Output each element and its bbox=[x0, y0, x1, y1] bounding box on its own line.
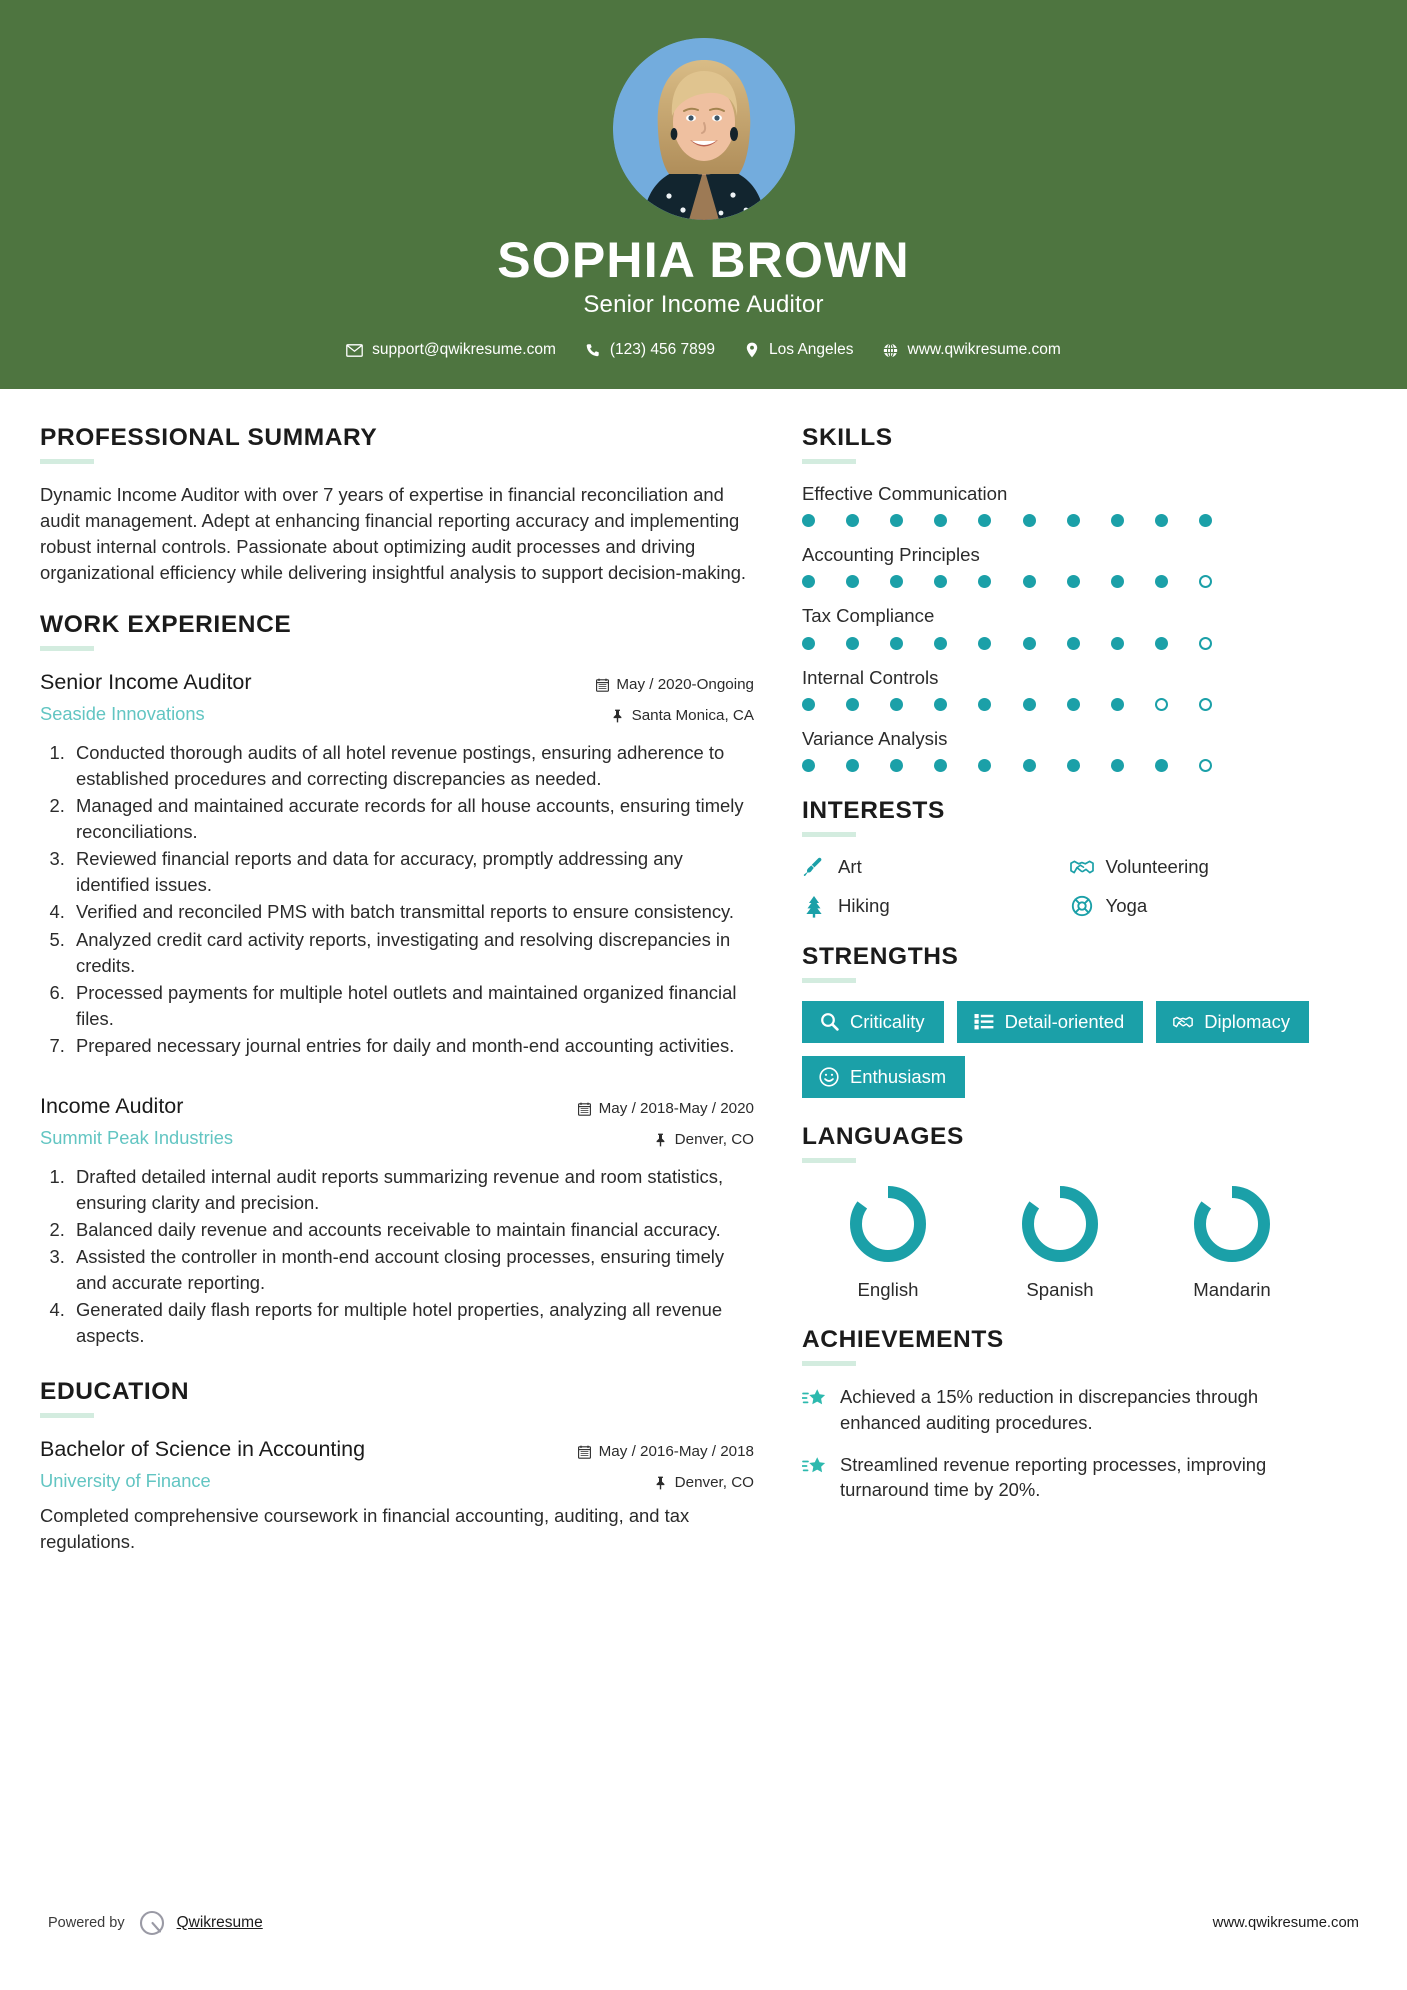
job-dates bbox=[578, 1097, 754, 1121]
smiley-icon bbox=[819, 1067, 839, 1087]
achievement-text: Streamlined revenue reporting processes, improving turnaround time by 20%. bbox=[840, 1453, 1267, 1501]
job-location bbox=[578, 1128, 754, 1152]
skill-dot-filled bbox=[890, 759, 903, 772]
spacer bbox=[40, 1065, 754, 1093]
section-rule bbox=[802, 832, 856, 837]
language-item bbox=[1146, 1181, 1318, 1301]
skill-item bbox=[802, 727, 1327, 772]
education-dates-text: May / 2016-May / 2018 bbox=[598, 1443, 754, 1461]
skill-dot-filled bbox=[1155, 514, 1168, 527]
experience-entry bbox=[40, 669, 754, 1059]
section-strengths bbox=[802, 944, 1327, 1098]
strength-chip-detail-oriented[interactable] bbox=[957, 1001, 1144, 1043]
qwikresume-logo-icon bbox=[137, 1908, 167, 1938]
strength-chip-enthusiasm[interactable] bbox=[802, 1056, 965, 1098]
skill-dot-filled bbox=[1111, 759, 1124, 772]
language-progress-ring bbox=[1017, 1181, 1103, 1267]
skill-dot-filled bbox=[846, 698, 859, 711]
skill-dot-filled bbox=[846, 514, 859, 527]
skill-dot-filled bbox=[934, 575, 947, 588]
section-interests bbox=[802, 798, 1327, 918]
section-rule bbox=[40, 646, 94, 651]
skill-item bbox=[802, 543, 1327, 588]
search-icon bbox=[819, 1012, 839, 1032]
achievements-heading: ACHIEVEMENTS bbox=[802, 1326, 1004, 1354]
skill-dot-filled bbox=[1067, 698, 1080, 711]
skill-dot-filled bbox=[1199, 514, 1212, 527]
education-degree: Bachelor of Science in Accounting bbox=[40, 1437, 366, 1462]
experience-entry bbox=[40, 1093, 754, 1349]
skill-dot-filled bbox=[802, 575, 815, 588]
job-bullet: 2. Balanced daily revenue and accounts receivable to maintain financial accuracy. bbox=[70, 1217, 754, 1243]
job-bullet: 4. Generated daily flash reports for multiple hotel properties, analyzing all revenue aspects. bbox=[70, 1297, 754, 1349]
job-bullet: 1. Conducted thorough audits of all hotel revenue postings, ensuring adherence to established procedures and correcting discrepancies as needed. bbox=[70, 740, 754, 792]
footer-powered-label: Powered by bbox=[48, 1915, 125, 1931]
section-languages bbox=[802, 1124, 1327, 1301]
skill-rating bbox=[802, 637, 1212, 650]
skill-dot-filled bbox=[1155, 637, 1168, 650]
calendar-icon bbox=[578, 1445, 592, 1460]
section-skills bbox=[802, 425, 1327, 772]
education-location bbox=[578, 1471, 754, 1495]
footer-powered-by bbox=[48, 1908, 263, 1938]
skill-dot-filled bbox=[934, 637, 947, 650]
list-icon bbox=[974, 1012, 994, 1032]
contact-website[interactable] bbox=[882, 341, 1061, 359]
skill-dot-empty bbox=[1199, 575, 1212, 588]
skill-dot-filled bbox=[1155, 575, 1168, 588]
job-bullet: 6. Processed payments for multiple hotel outlets and maintained organized financial files. bbox=[70, 980, 754, 1032]
skill-dot-empty bbox=[1155, 698, 1168, 711]
skill-dot-filled bbox=[1067, 759, 1080, 772]
strength-label: Criticality bbox=[850, 1010, 925, 1032]
skills-heading: SKILLS bbox=[802, 424, 893, 451]
skill-dot-filled bbox=[846, 759, 859, 772]
job-role: Senior Income Auditor bbox=[40, 670, 252, 695]
job-location-text: Santa Monica, CA bbox=[631, 706, 754, 724]
job-organization[interactable]: Summit Peak Industries bbox=[40, 1127, 234, 1149]
contact-website-text: www.qwikresume.com bbox=[907, 341, 1061, 358]
interest-item bbox=[802, 855, 1060, 879]
pin-icon bbox=[611, 708, 625, 723]
skill-dot-filled bbox=[890, 637, 903, 650]
language-progress-ring bbox=[845, 1181, 931, 1267]
skill-dot-empty bbox=[1199, 698, 1212, 711]
lifebuoy-icon bbox=[1070, 894, 1094, 918]
contact-email[interactable] bbox=[346, 341, 556, 359]
skill-dot-filled bbox=[1067, 637, 1080, 650]
section-rule bbox=[802, 978, 856, 983]
skill-dot-filled bbox=[890, 514, 903, 527]
skill-dot-filled bbox=[802, 514, 815, 527]
achievement-item bbox=[802, 1384, 1327, 1436]
job-bullet: 1. Drafted detailed internal audit reports summarizing revenue and room statistics, ensuring clarity and precision. bbox=[70, 1164, 754, 1216]
star-shooting-icon bbox=[802, 1454, 828, 1480]
skill-dot-filled bbox=[846, 575, 859, 588]
contact-location bbox=[743, 341, 853, 359]
contact-bar bbox=[0, 341, 1407, 359]
footer-brand-link[interactable]: Qwikresume bbox=[176, 1914, 263, 1931]
contact-email-text: support@qwikresume.com bbox=[372, 341, 556, 358]
skill-item bbox=[802, 482, 1327, 527]
skill-dot-filled bbox=[978, 575, 991, 588]
skill-rating bbox=[802, 514, 1212, 527]
job-role: Income Auditor bbox=[40, 1094, 184, 1119]
right-column bbox=[790, 425, 1327, 1529]
language-item bbox=[802, 1181, 974, 1301]
skill-dot-filled bbox=[1111, 637, 1124, 650]
skill-dot-filled bbox=[1155, 759, 1168, 772]
location-pin-icon bbox=[743, 342, 760, 359]
contact-phone-text: (123) 456 7899 bbox=[609, 341, 716, 358]
job-bullet: 5. Analyzed credit card activity reports, investigating and resolving discrepancies in credits. bbox=[70, 927, 754, 979]
envelope-icon bbox=[346, 342, 363, 359]
avatar-photo-icon bbox=[613, 38, 795, 220]
job-bullet: 2. Managed and maintained accurate records for all house accounts, ensuring timely reconciliations. bbox=[70, 793, 754, 845]
education-institution[interactable]: University of Finance bbox=[40, 1470, 211, 1492]
job-location-text: Denver, CO bbox=[674, 1130, 754, 1148]
contact-phone[interactable] bbox=[584, 341, 715, 359]
skill-dot-filled bbox=[846, 637, 859, 650]
summary-heading: PROFESSIONAL SUMMARY bbox=[40, 424, 378, 451]
education-description: Completed comprehensive coursework in financial accounting, auditing, and tax regulations. bbox=[40, 1504, 690, 1552]
skill-label: Tax Compliance bbox=[802, 605, 935, 627]
section-rule bbox=[802, 1158, 856, 1163]
education-dates bbox=[578, 1440, 754, 1464]
globe-icon bbox=[882, 342, 899, 359]
skill-label: Effective Communication bbox=[802, 482, 1008, 504]
job-dates-text: May / 2020-Ongoing bbox=[616, 676, 754, 694]
left-column bbox=[40, 425, 790, 1581]
skill-dot-filled bbox=[978, 637, 991, 650]
strength-chip-criticality[interactable] bbox=[802, 1001, 944, 1043]
skill-label: Accounting Principles bbox=[802, 544, 980, 566]
section-rule bbox=[40, 1413, 94, 1418]
skill-label: Internal Controls bbox=[802, 666, 939, 688]
job-organization[interactable]: Seaside Innovations bbox=[40, 703, 205, 725]
avatar bbox=[613, 38, 795, 220]
pin-icon bbox=[654, 1132, 668, 1147]
footer-website[interactable]: www.qwikresume.com bbox=[1212, 1915, 1359, 1931]
skill-rating bbox=[802, 575, 1212, 588]
section-rule bbox=[802, 1361, 856, 1366]
skill-dot-empty bbox=[1199, 637, 1212, 650]
strength-chip-diplomacy[interactable] bbox=[1156, 1001, 1309, 1043]
strength-label: Diplomacy bbox=[1204, 1010, 1291, 1032]
job-dates bbox=[595, 673, 754, 697]
education-entry bbox=[40, 1436, 754, 1555]
page-footer bbox=[0, 1908, 1407, 1990]
skill-dot-filled bbox=[802, 637, 815, 650]
summary-text: Dynamic Income Auditor with over 7 years of expertise in financial reconciliation and audit management. Adept at enhancing financial reporting accuracy and implementing robust internal controls. Passionate about optimizing audit processes and driving organizational efficiency while delivering insightful analysis to support decision-making. bbox=[40, 483, 747, 584]
strength-label: Enthusiasm bbox=[850, 1066, 947, 1088]
interests-heading: INTERESTS bbox=[802, 797, 945, 825]
interest-item bbox=[802, 894, 1060, 918]
star-shooting-icon bbox=[802, 1386, 828, 1412]
interest-label: Art bbox=[838, 856, 862, 878]
job-bullet: 3. Assisted the controller in month-end account closing processes, ensuring timely and accurate reporting. bbox=[70, 1244, 754, 1296]
skill-dot-filled bbox=[934, 759, 947, 772]
skill-label: Variance Analysis bbox=[802, 727, 948, 749]
phone-icon bbox=[584, 342, 601, 359]
interest-label: Volunteering bbox=[1105, 856, 1209, 878]
achievement-item bbox=[802, 1452, 1327, 1504]
job-dates-text: May / 2018-May / 2020 bbox=[598, 1100, 754, 1118]
skill-dot-filled bbox=[978, 514, 991, 527]
calendar-icon bbox=[595, 678, 609, 693]
interest-item bbox=[1070, 894, 1328, 918]
skill-dot-filled bbox=[1067, 514, 1080, 527]
skill-dot-filled bbox=[1067, 575, 1080, 588]
interest-label: Yoga bbox=[1105, 895, 1148, 917]
skill-dot-filled bbox=[1023, 637, 1036, 650]
strength-label: Detail-oriented bbox=[1004, 1010, 1125, 1032]
skill-dot-filled bbox=[978, 759, 991, 772]
header-job-title: Senior Income Auditor bbox=[583, 291, 824, 318]
section-education bbox=[40, 1379, 754, 1555]
skill-dot-filled bbox=[1023, 514, 1036, 527]
skill-dot-filled bbox=[934, 514, 947, 527]
language-label: Spanish bbox=[1026, 1279, 1094, 1301]
job-location bbox=[595, 704, 754, 728]
education-location-text: Denver, CO bbox=[674, 1473, 754, 1491]
skill-item bbox=[802, 604, 1327, 649]
section-professional-summary bbox=[40, 425, 754, 586]
skill-dot-filled bbox=[802, 698, 815, 711]
languages-heading: LANGUAGES bbox=[802, 1123, 964, 1151]
interest-item bbox=[1070, 855, 1328, 879]
skill-dot-empty bbox=[1199, 759, 1212, 772]
paintbrush-icon bbox=[802, 855, 826, 879]
job-bullet: 3. Reviewed financial reports and data for accuracy, promptly addressing any identified issues. bbox=[70, 846, 754, 898]
language-progress-ring bbox=[1189, 1181, 1275, 1267]
handshake-icon bbox=[1070, 855, 1094, 879]
skill-dot-filled bbox=[1111, 698, 1124, 711]
skill-dot-filled bbox=[1111, 514, 1124, 527]
skill-dot-filled bbox=[934, 698, 947, 711]
skill-dot-filled bbox=[1023, 759, 1036, 772]
tree-icon bbox=[802, 894, 826, 918]
contact-location-text: Los Angeles bbox=[769, 341, 854, 358]
section-rule bbox=[40, 459, 94, 464]
section-rule bbox=[802, 459, 856, 464]
job-bullets bbox=[40, 1164, 754, 1350]
calendar-icon bbox=[578, 1101, 592, 1116]
education-heading: EDUCATION bbox=[40, 1378, 190, 1406]
interest-label: Hiking bbox=[838, 895, 890, 917]
skill-dot-filled bbox=[1023, 698, 1036, 711]
job-bullets bbox=[40, 740, 754, 1060]
language-label: English bbox=[857, 1279, 919, 1301]
skill-dot-filled bbox=[802, 759, 815, 772]
section-achievements bbox=[802, 1327, 1327, 1503]
strengths-heading: STRENGTHS bbox=[802, 943, 959, 971]
job-bullet: 7. Prepared necessary journal entries for daily and month-end accounting activities. bbox=[70, 1033, 754, 1059]
achievement-text: Achieved a 15% reduction in discrepancies through enhanced auditing procedures. bbox=[840, 1386, 1259, 1433]
language-label: Mandarin bbox=[1193, 1279, 1271, 1301]
handshake-icon bbox=[1173, 1012, 1193, 1032]
skill-dot-filled bbox=[890, 575, 903, 588]
experience-heading: WORK EXPERIENCE bbox=[40, 611, 292, 639]
skill-dot-filled bbox=[890, 698, 903, 711]
resume-header bbox=[0, 0, 1407, 389]
skill-dot-filled bbox=[1111, 575, 1124, 588]
skill-dot-filled bbox=[1023, 575, 1036, 588]
job-bullet: 4. Verified and reconciled PMS with batch transmittal reports to ensure consistency. bbox=[70, 899, 754, 925]
language-item bbox=[974, 1181, 1146, 1301]
pin-icon bbox=[654, 1475, 668, 1490]
skill-item bbox=[802, 666, 1327, 711]
skill-rating bbox=[802, 759, 1212, 772]
skill-dot-filled bbox=[978, 698, 991, 711]
section-work-experience bbox=[40, 612, 754, 1349]
skill-rating bbox=[802, 698, 1212, 711]
page-title: SOPHIA BROWN bbox=[497, 232, 910, 288]
resume-body bbox=[0, 389, 1407, 1581]
